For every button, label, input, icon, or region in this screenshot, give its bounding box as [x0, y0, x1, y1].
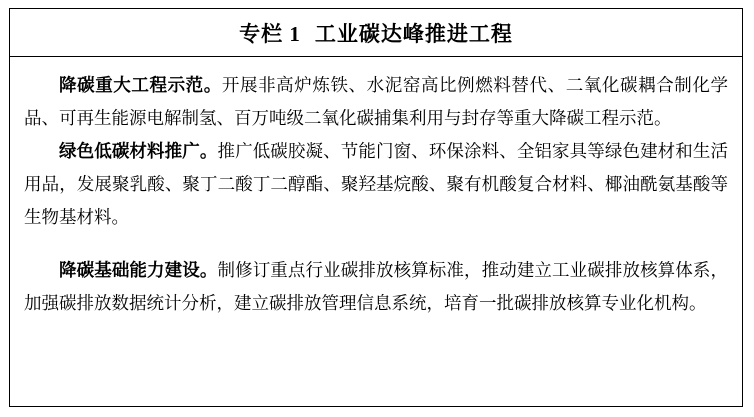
title-name: 工业碳达峰推进工程	[314, 21, 513, 46]
paragraph-3-lead: 降碳基础能力建设。	[59, 260, 218, 280]
paragraph-2-text: 推广低碳胶凝、节能门窗、环保涂料、全铝家具等绿色建材和生活用品，发展聚乳酸、聚丁二酸丁二醇酯、聚羟基烷酸、聚有机酸复合材料、椰油酰氨基酸等生物基材料。	[24, 141, 729, 227]
paragraph-1-text: 开展非高炉炼铁、水泥窑高比例燃料替代、二氧化碳耦合制化学品、可再生能源电解制氢、百万吨级二氧化碳捕集利用与封存等重大降碳工程示范。	[24, 75, 728, 128]
page-title	[239, 18, 513, 48]
paragraph-2-lead: 绿色低碳材料推广。	[59, 141, 218, 161]
document-panel	[9, 8, 743, 407]
paragraph-3-text: 制修订重点行业碳排放核算标准，推动建立工业碳排放核算体系，加强碳排放数据统计分析，建立碳排放管理信息系统，培育一批碳排放核算专业化机构。	[24, 260, 729, 313]
panel-title-row	[10, 9, 742, 57]
panel-body	[10, 57, 742, 320]
title-label: 专栏 1	[239, 21, 301, 46]
paragraph-2	[24, 135, 728, 234]
paragraph-1	[24, 69, 728, 135]
paragraph-1-lead: 降碳重大工程示范。	[59, 75, 222, 95]
paragraph-3	[24, 254, 728, 320]
